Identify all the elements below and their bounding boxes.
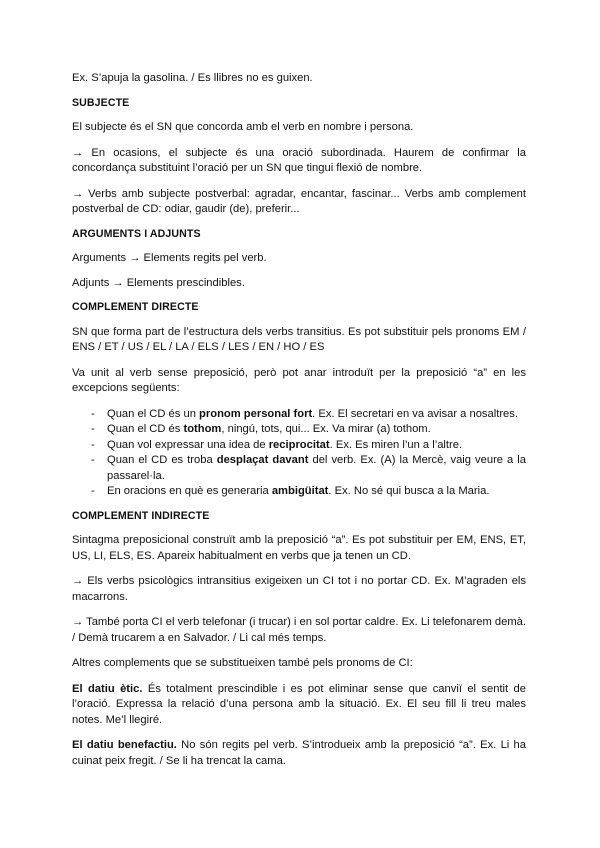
subjecte-subordinada: → En ocasions, el subjecte és una oració subordinada. Haurem de confirmar la concordança substituint l’oració per un SN que tingui flexió de nombre. [72, 146, 526, 174]
list-item: - Quan el CD es troba desplaçat davant del verb. Ex. (A) la Mercè, vaig veure a la passarel·la. [72, 453, 526, 484]
cd-exceptions-list [72, 407, 526, 500]
datiu-benefactiu: El datiu benefactiu. No són regits pel verb. S’introdueix amb la preposició “a”. Ex. Li ha cuinat peix fregit. / Se li ha trencat la cama. [72, 739, 526, 767]
adjunts-definition: Adjunts → Elements prescindibles. [72, 276, 245, 289]
ci-altres: Altres complements que se substitueixen també pels pronoms de CI: [72, 657, 413, 669]
intro-example: Ex. S’apuja la gasolina. / Es llibres no es guixen. [72, 72, 313, 84]
ci-telefonar: → També porta CI el verb telefonar (i trucar) i en sol portar caldre. Ex. Li telefonarem demà. / Demà trucarem a en Salvador. / Li cal més temps. [72, 616, 526, 644]
list-item: - Quan el CD és un pronom personal fort. Ex. El secretari en va avisar a nosaltres. [72, 407, 526, 423]
heading-complement-directe: COMPLEMENT DIRECTE [72, 301, 199, 313]
ci-psicologics: → Els verbs psicològics intransitius exigeixen un CI tot i no portar CD. Ex. M’agraden els macarrons. [72, 575, 526, 603]
datiu-benefactiu-term: El datiu benefactiu. [72, 739, 177, 751]
document-body [72, 71, 526, 769]
subjecte-definition: El subjecte és el SN que concorda amb el verb en nombre i persona. [72, 121, 414, 133]
list-item: - Quan vol expressar una idea de reciprocitat. Ex. Es miren l’un a l’altre. [72, 438, 526, 454]
cd-definition: SN que forma part de l’estructura dels verbs transitius. Es pot substituir pels pronoms EM / ENS / ET / US / EL / LA / ELS / LES / EN / HO / ES [72, 325, 526, 353]
list-item: - En oracions en què es generaria ambigüitat. Ex. No sé qui busca a la Maria. [72, 484, 526, 500]
ci-definition: Sintagma preposicional construït amb la preposició “a”. Es pot substituir per EM, ENS, ET, US, LI, ELS, ES. Apareix habitualment en verbs que ja tenen un CD. [72, 534, 526, 562]
heading-arguments: ARGUMENTS I ADJUNTS [72, 227, 201, 240]
datiu-etic: El datiu ètic. És totalment prescindible i es pot eliminar sense que canviï el sentit de l’oració. Expressa la relació d’una persona amb la situació. Ex. El seu fill li treu males notes. Me’l llegiré. [72, 682, 526, 726]
list-item: - Quan el CD és tothom, ningú, tots, qui... Ex. Va mirar (a) tothom. [72, 422, 526, 438]
heading-subjecte: SUBJECTE [72, 96, 130, 109]
subjecte-postverbal: → Verbs amb subjecte postverbal: agradar, encantar, fascinar... Verbs amb complement postverbal de CD: odiar, gaudir (de), preferir... [72, 187, 526, 215]
arguments-definition: Arguments → Elements regits pel verb. [72, 252, 267, 264]
cd-preposicio: Va unit al verb sense preposició, però pot anar introduït per la preposició “a” en les excepcions següents: [72, 366, 526, 394]
heading-complement-indirecte: COMPLEMENT INDIRECTE [72, 509, 210, 522]
datiu-etic-term: El datiu ètic. [72, 682, 143, 695]
